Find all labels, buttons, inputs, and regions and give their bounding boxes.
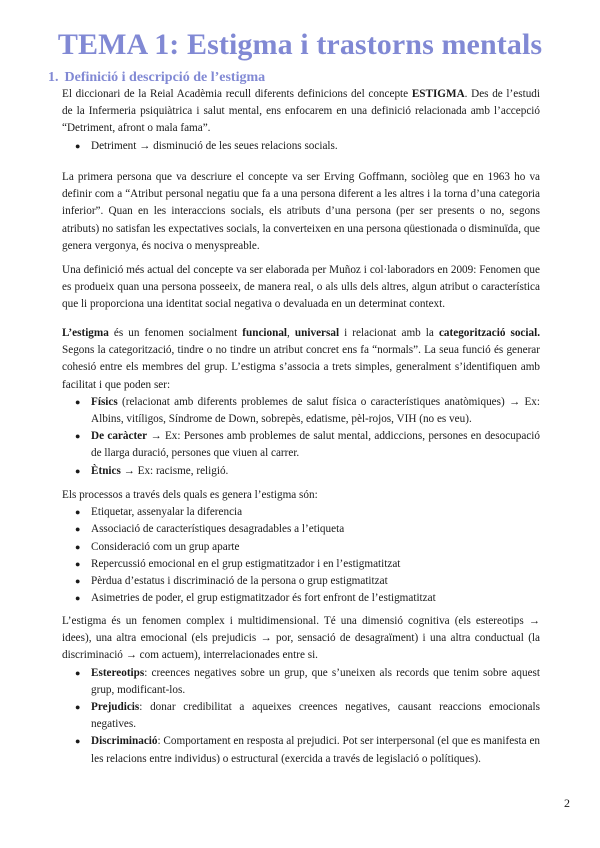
list-item: ● Pèrdua d’estatus i discriminació de la persona o grup estigmatitzat — [62, 573, 540, 590]
page-number: 2 — [564, 796, 570, 810]
processes-block — [62, 487, 540, 607]
bullet-icon: ● — [75, 736, 81, 747]
paragraph-multidimensional: L’estigma és un fenomen complex i multidimensional. Té una dimensió cognitiva (els estereotips → idees), una altra emocional (els prejudicis → por, sensació de desagraïment) i una altra conductual (la discriminació → com actuem), interrelacionades entre si. — [62, 615, 540, 662]
list-item: ● Estereotips: creences negatives sobre un grup, que s’uneixen als records que tenim sobre aquest grup, modificant-los. — [75, 666, 540, 696]
list-item: ● Repercussió emocional en el grup estigmatitzador i en l’estigmatitzat — [62, 556, 540, 573]
list-item: ● Físics (relacionat amb diferents problemes de salut física o característiques anatòmiques) → Ex: Albins, vitíligos, Síndrome de Down, sobrepès, edatisme, pèl-rojos, VIH (no es veu). — [75, 395, 540, 426]
list-item: ● Ètnics → Ex: racisme, religió. — [62, 463, 540, 480]
list-item: ● Detriment → disminució de les seues relacions socials. — [62, 138, 540, 155]
bullet-icon: ● — [75, 702, 81, 713]
list-item: ● Discriminació: Comportament en resposta al prejudici. Pot ser interpersonal (el que es manifesta en les relacions entre individus) o estructural (exercida a través de legislació o polítiques). — [75, 735, 540, 765]
functional-block — [62, 325, 540, 480]
bullet-icon: ● — [75, 396, 81, 407]
paragraph-functional: L’estigma és un fenomen socialment funcional, universal i relacionat amb la categorització social. Segons la categorització, tindre o no tindre un atribut concret ens fa “normals”. La seua funció és generar cohesió entre els membres del grup. L’estigma s’associa a trets simples, generalment s’identifiquen amb facilitat i que poden ser: — [62, 327, 541, 391]
goffmann-block — [62, 169, 540, 255]
list-item: ● Etiquetar, assenyalar la diferencia — [62, 504, 540, 521]
bullet-list-detriment — [62, 138, 540, 155]
list-item: ● Consideració com un grup aparte — [62, 539, 540, 556]
list-item: ● Associació de característiques desagradables a l’etiqueta — [62, 521, 540, 538]
bullet-icon: ● — [75, 558, 81, 569]
bullet-icon: ● — [75, 667, 81, 678]
term-estigma: ESTIGMA — [411, 88, 465, 100]
munoz-block — [62, 262, 540, 314]
paragraph-processes: Els processos a través dels quals es genera l’estigma són: — [62, 489, 318, 501]
bullet-icon: ● — [75, 465, 81, 476]
bullet-icon: ● — [75, 431, 81, 442]
list-item: ● De caràcter → Ex: Persones amb problemes de salut mental, addiccions, persones en desocupació de llarga duració, persones que viuen al carrer. — [75, 430, 540, 460]
dimensions-block — [62, 613, 540, 768]
bullet-icon: ● — [75, 593, 81, 604]
bullet-icon: ● — [75, 524, 81, 535]
section-heading — [48, 70, 265, 86]
bullet-list-types — [62, 394, 540, 480]
section-label: Definició i descripció de l’estigma — [64, 70, 266, 85]
bullet-icon: ● — [75, 507, 81, 518]
bullet-list-processes — [62, 504, 540, 607]
page-title: TEMA 1: Estigma i trastorns mentals — [57, 28, 543, 61]
paragraph-munoz: Una definició més actual del concepte va ser elaborada per Muñoz i col·laboradors en 2009: Fenomen que es produeix quan una persona posseeix, de manera real, o als ulls dels altres, algun atribut o característica que li proporciona una identitat social negativa o devaluada en un determinat context. — [62, 264, 540, 311]
bullet-list-dimensions — [62, 665, 540, 768]
bullet-icon: ● — [75, 140, 81, 151]
paragraph-definition: El diccionari de la Reial Acadèmia recull diferents definicions del concepte ESTIGMA. Des de l’estudi de la Infermeria psiquiàtrica i salut mental, ens enfocarem en una definició relacionada amb l’accepció “Detriment, afront o mala fama”. — [62, 88, 540, 135]
section-number: 1. — [48, 70, 59, 85]
intro-block — [62, 86, 540, 155]
list-item: ● Prejudicis: donar credibilitat a aqueixes creences negatives, causant reaccions emocionals negatives. — [75, 701, 540, 731]
paragraph-goffmann: La primera persona que va descriure el concepte va ser Erving Goffmann, sociòleg que en 1963 ho va definir com a “Atribut personal negatiu que fa a una persona diferent a les altres i la torna d’una categoria inferior”. Quan en les interaccions socials, els atributs d’una persona (per ser presents o no, segons atributs) no satisfan les expectatives socials, la converteixen en una persona qüestionada o disminuïda, que genera vergonya, és nociva o menyspreable. — [62, 171, 540, 252]
bullet-icon: ● — [75, 576, 81, 587]
bullet-icon: ● — [75, 541, 81, 552]
list-item: ● Asimetries de poder, el grup estigmatitzador és fort enfront de l’estigmatitzat — [62, 590, 540, 607]
